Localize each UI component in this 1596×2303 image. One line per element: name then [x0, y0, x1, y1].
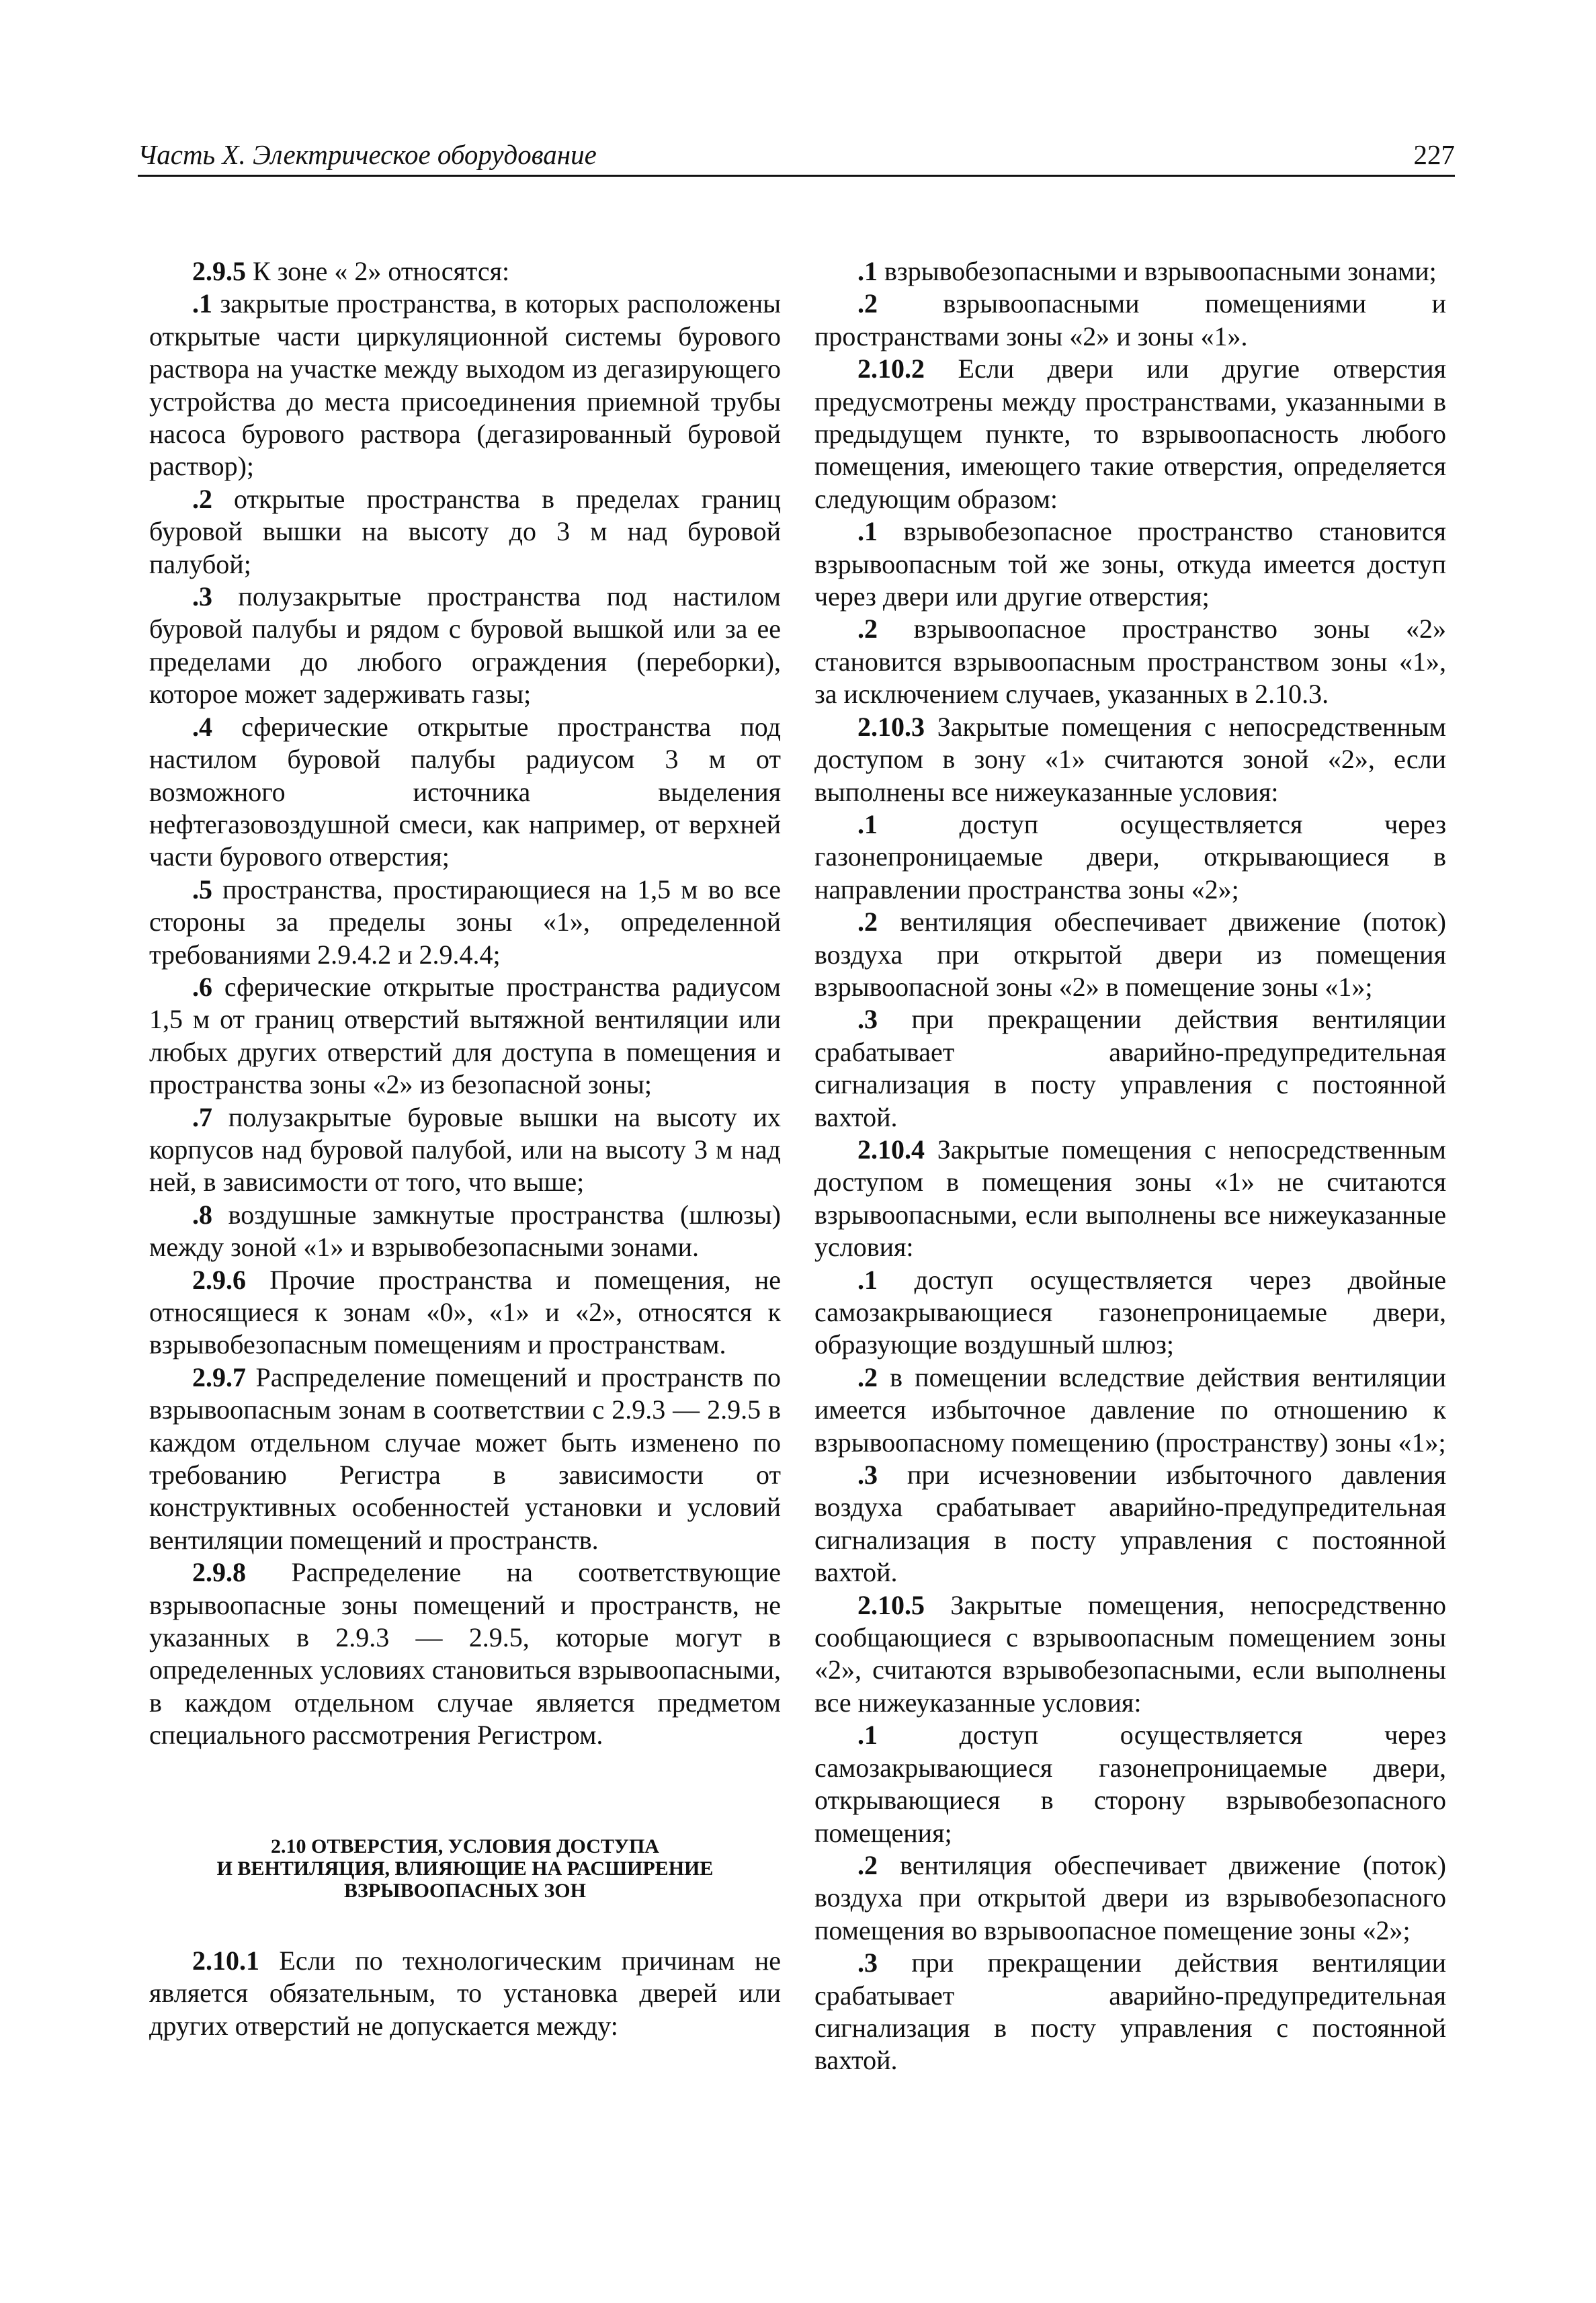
paragraph-text: Если двери или другие отверстия предусмотрены между пространствами, указанными в предыдущем пункте, то взрывоопасность любого помещения, имеющего такие отверстия, определяется следующим образом: [814, 353, 1446, 514]
clause-number: 2.9.5 [192, 256, 246, 286]
clause-number: 2.10.3 [857, 711, 925, 742]
paragraph [814, 808, 1446, 906]
paragraph [149, 1101, 781, 1199]
paragraph [814, 1947, 1446, 2077]
paragraph-text: сферические открытые пространства радиусом 1,5 м от границ отверстий вытяжной вентиляции или любых других отверстий для доступа в помещения и пространства зоны «2» из безопасной зоны; [149, 971, 781, 1100]
paragraph-text: взрывоопасными помещениями и пространствами зоны «2» и зоны «1». [814, 288, 1446, 351]
clause-number: .2 [857, 614, 878, 644]
paragraph-text: доступ осуществляется через газонепроницаемые двери, открывающиеся в направлении пространства зоны «2»; [814, 808, 1446, 905]
clause-number: .2 [857, 907, 878, 937]
clause-number: .1 [192, 288, 212, 319]
clause-number: .7 [192, 1101, 212, 1132]
paragraph-text: открытые пространства в пределах границ буровой вышки на высоту до 3 м над буровой палубой; [149, 483, 781, 579]
clause-number: .6 [192, 971, 212, 1002]
paragraph [149, 874, 781, 971]
clause-number: .3 [192, 581, 212, 612]
clause-number: .1 [857, 1264, 878, 1295]
clause-number: .8 [192, 1199, 212, 1230]
paragraph [149, 1945, 781, 2042]
paragraph [149, 1199, 781, 1264]
paragraph-text: в помещении вследствие действия вентиляции имеется избыточное давление по отношению к взрывоопасному помещению (пространству) зоны «1»; [814, 1362, 1446, 1458]
paragraph [149, 1556, 781, 1751]
paragraph [149, 1264, 781, 1362]
running-header-title: Часть X. Электрическое оборудование [138, 139, 597, 170]
paragraph [814, 255, 1446, 288]
clause-number: .4 [192, 711, 212, 742]
clause-number: 2.10.2 [857, 353, 925, 384]
paragraph [149, 581, 781, 711]
paragraph [814, 353, 1446, 515]
paragraph [814, 1719, 1446, 1849]
section-heading-line: И ВЕНТИЛЯЦИЯ, ВЛИЯЮЩИЕ НА РАСШИРЕНИЕ [216, 1857, 714, 1880]
section-heading [149, 1835, 781, 1902]
paragraph-text: вентиляция обеспечивает движение (поток) воздуха при открытой двери из взрывобезопасного помещения во взрывоопасное помещение зоны «2»; [814, 1849, 1446, 1945]
clause-number: .3 [857, 1004, 878, 1035]
paragraph [814, 1134, 1446, 1264]
clause-number: .1 [857, 516, 878, 547]
paragraph [814, 1264, 1446, 1362]
paragraph [149, 483, 781, 581]
paragraph [814, 1849, 1446, 1947]
paragraph-text: при исчезновении избыточного давления воздуха срабатывает аварийно-предупредительная сигнализация в посту управления с постоянной вахтой. [814, 1460, 1446, 1588]
paragraph [814, 906, 1446, 1003]
clause-number: 2.10.5 [857, 1589, 925, 1620]
paragraph [814, 515, 1446, 613]
paragraph-text: Распределение на соответствующие взрывоопасные зоны помещений и пространств, не указанных в 2.9.3 — 2.9.5, которые могут в определенных условиях становиться взрывоопасными, в каждом отдельном случае является предметом специального рассмотрения Регистром. [149, 1557, 781, 1751]
paragraph-text: Если по технологическим причинам не является обязательным, то установка дверей или других отверстий не допускается между: [149, 1945, 781, 2041]
paragraph-text: Прочие пространства и помещения, не относящиеся к зонам «0», «1» и «2», относятся к взрывобезопасным помещениям и пространствам. [149, 1264, 781, 1360]
paragraph [149, 288, 781, 483]
clause-number: .2 [192, 483, 212, 514]
clause-number: .2 [857, 1362, 878, 1392]
paragraph-text: Закрытые помещения с непосредственным доступом в зону «1» считаются зоной «2», если выполнены все нижеуказанные условия: [814, 711, 1446, 807]
paragraph [814, 288, 1446, 353]
left-column [149, 255, 781, 2042]
page-number: 227 [1413, 139, 1455, 170]
clause-number: .1 [857, 256, 878, 286]
paragraph-text: взрывобезопасное пространство становится взрывоопасным той же зоны, откуда имеется доступ через двери или другие отверстия; [814, 516, 1446, 612]
paragraph-text: полузакрытые буровые вышки на высоту их корпусов над буровой палубой, или на высоту 3 м над ней, в зависимости от того, что выше; [149, 1101, 781, 1198]
paragraph-text: вентиляция обеспечивает движение (поток) воздуха при открытой двери из помещения взрывоопасной зоны «2» в помещение зоны «1»; [814, 907, 1446, 1002]
paragraph [149, 255, 781, 288]
clause-number: 2.9.8 [192, 1557, 246, 1588]
paragraph-text: Закрытые помещения с непосредственным доступом в помещения зоны «1» не считаются взрывоопасными, если выполнены все нижеуказанные условия: [814, 1134, 1446, 1263]
page-header [138, 132, 1455, 177]
paragraph [149, 1362, 781, 1556]
clause-number: 2.9.7 [192, 1362, 246, 1392]
paragraph-text: доступ осуществляется через самозакрывающиеся газонепроницаемые двери, открывающиеся в сторону взрывобезопасного помещения; [814, 1720, 1446, 1848]
paragraph [814, 1362, 1446, 1459]
clause-number: .1 [857, 1720, 878, 1751]
right-column [814, 255, 1446, 2077]
paragraph-text: К зоне « 2» относятся: [246, 256, 510, 286]
paragraph-text: Закрытые помещения, непосредственно сообщающиеся с взрывоопасным помещением зоны «2», считаются взрывобезопасными, если выполнены все нижеуказанные условия: [814, 1589, 1446, 1718]
paragraph-text: при прекращении действия вентиляции срабатывает аварийно-предупредительная сигнализация в посту управления с постоянной вахтой. [814, 1004, 1446, 1132]
paragraph-text: Распределение помещений и пространств по взрывоопасным зонам в соответствии с 2.9.3 — 2.9.5 в каждом отдельном случае может быть изменено по требованию Регистра в зависимости от конструктивных особенностей установки и условий вентиляции помещений и пространств. [149, 1362, 781, 1555]
paragraph-text: закрытые пространства, в которых расположены открытые части циркуляционной системы бурового раствора на участке между выходом из дегазирующего устройства до места присоединения приемной трубы насоса бурового раствора (дегазированный буровой раствор); [149, 288, 781, 482]
paragraph [149, 711, 781, 874]
clause-number: .2 [857, 1849, 878, 1880]
paragraph [149, 971, 781, 1101]
paragraph-text: полузакрытые пространства под настилом буровой палубы и рядом с буровой вышкой или за ее пределами до любого ограждения (переборки), которое может задерживать газы; [149, 581, 781, 710]
section-heading-line: ВЗРЫВООПАСНЫХ ЗОН [344, 1879, 586, 1902]
paragraph-text: воздушные замкнутые пространства (шлюзы) между зоной «1» и взрывобезопасными зонами. [149, 1199, 781, 1263]
clause-number: .5 [192, 874, 212, 905]
paragraph [814, 613, 1446, 710]
clause-number: .2 [857, 288, 878, 319]
paragraph [814, 1003, 1446, 1134]
clause-number: 2.10.1 [192, 1945, 259, 1976]
paragraph-text: взрывобезопасными и взрывоопасными зонами; [878, 256, 1437, 286]
paragraph [814, 1589, 1446, 1720]
paragraph-text: сферические открытые пространства под настилом буровой палубы радиусом 3 м от возможного источника выделения нефтегазовоздушной смеси, как например, от верхней части бурового отверстия; [149, 711, 781, 872]
paragraph-text: при прекращении действия вентиляции срабатывает аварийно-предупредительная сигнализация в посту управления с постоянной вахтой. [814, 1948, 1446, 2076]
paragraph-text: взрывоопасное пространство зоны «2» становится взрывоопасным пространством зоны «1», за исключением случаев, указанных в 2.10.3. [814, 614, 1446, 710]
paragraph-text: доступ осуществляется через двойные самозакрывающиеся газонепроницаемые двери, образующие воздушный шлюз; [814, 1264, 1446, 1360]
clause-number: .3 [857, 1460, 878, 1491]
paragraph-text: пространства, простирающиеся на 1,5 м во все стороны за пределы зоны «1», определенной требованиями 2.9.4.2 и 2.9.4.4; [149, 874, 781, 970]
clause-number: 2.10.4 [857, 1134, 925, 1165]
paragraph [814, 1459, 1446, 1589]
clause-number: 2.9.6 [192, 1264, 246, 1295]
clause-number: .3 [857, 1948, 878, 1978]
clause-number: .1 [857, 808, 878, 839]
paragraph [814, 711, 1446, 808]
section-heading-line: 2.10 ОТВЕРСТИЯ, УСЛОВИЯ ДОСТУПА [271, 1835, 659, 1857]
